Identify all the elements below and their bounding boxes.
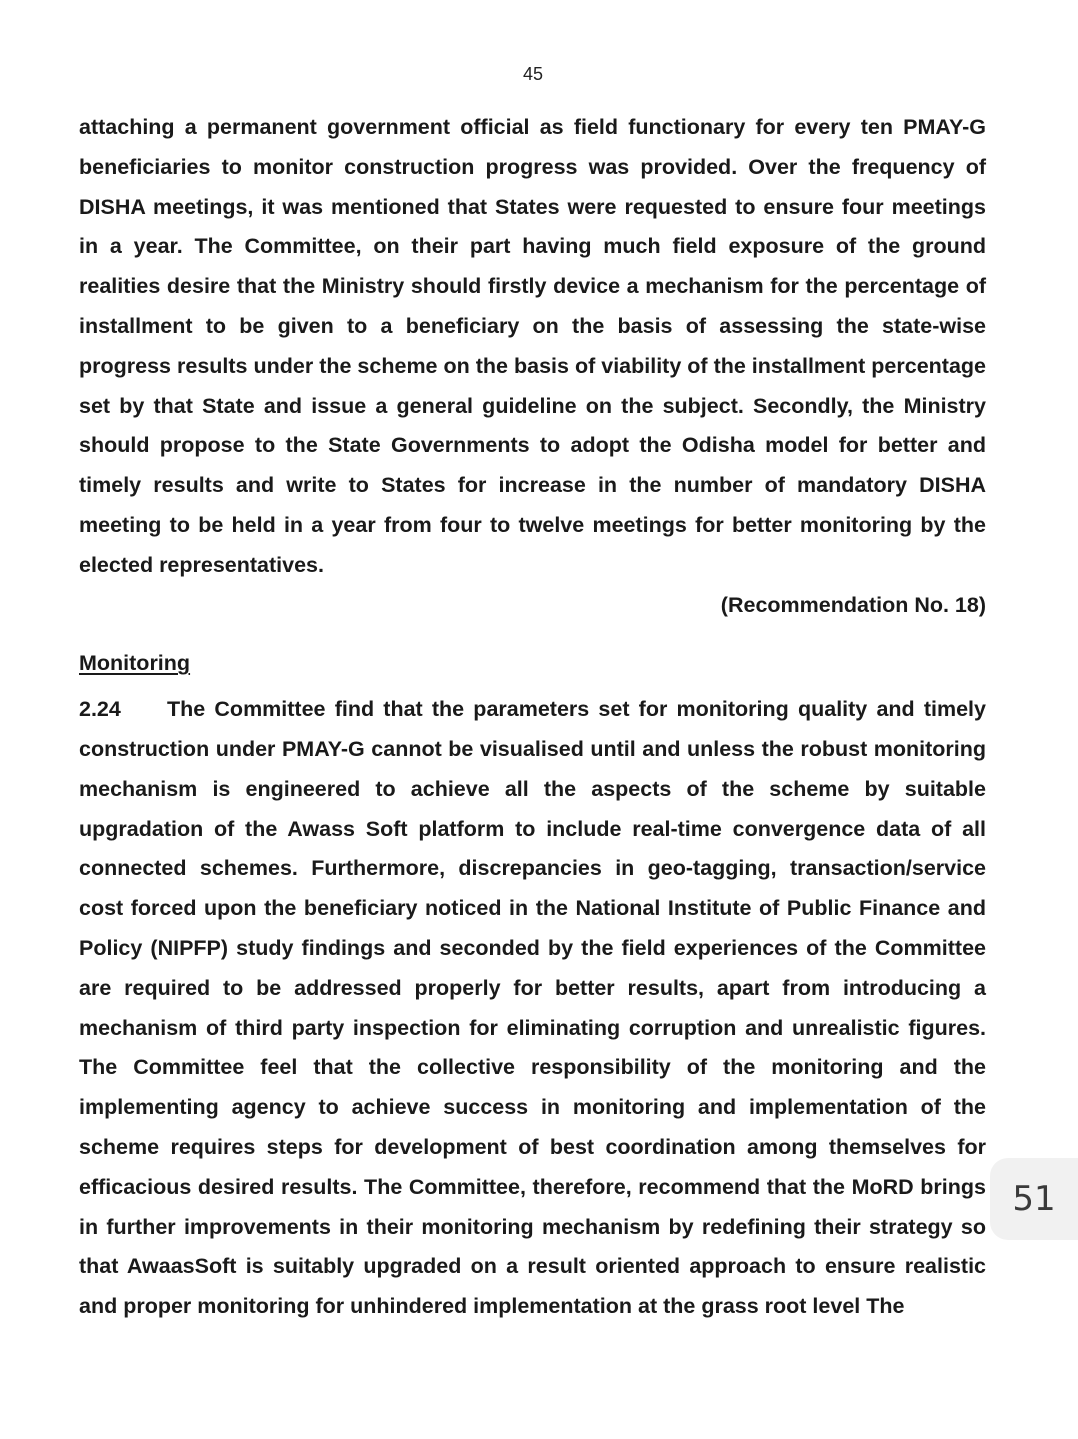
- paragraph-2-24: [79, 690, 986, 1327]
- page-number: 45: [522, 64, 544, 84]
- document-body: [79, 108, 986, 1327]
- recommendation-reference: (Recommendation No. 18): [720, 592, 986, 617]
- paragraph-text: The Committee find that the parameters set for monitoring quality and timely construction under PMAY-G cannot be visualised until and unless the robust monitoring mechanism is engineered to achieve all the aspects of the scheme by suitable upgradation of the Awass Soft platform to include real-time convergence data of all connected schemes. Furthermore, discrepancies in geo-tagging, transaction/service cost forced upon the beneficiary noticed in the National Institute of Public Finance and Policy (NIPFP) study findings and seconded by the field experiences of the Committee are required to be addressed properly for better results, apart from introducing a mechanism of third party inspection for eliminating corruption and unrealistic figures. The Committee feel that the collective responsibility of the monitoring and the implementing agency to achieve success in monitoring and implementation of the scheme requires steps for development of best coordination among themselves for efficacious desired results. The Committee, therefore, recommend that the MoRD brings in further improvements in their monitoring mechanism by redefining their strategy so that AwaasSoft is suitably upgraded on a result oriented approach to ensure realistic and proper monitoring for unhindered implementation at the grass root level The: [79, 697, 986, 1319]
- paragraph-number: 2.24: [79, 697, 121, 722]
- section-heading: Monitoring: [79, 651, 191, 676]
- paragraph-continued: attaching a permanent government official as field functionary for every ten PMAY-G beneficiaries to monitor construction progress was provided. Over the frequency of DISHA meetings, it was mentioned that States were requested to ensure four meetings in a year. The Committee, on their part having much field exposure of the ground realities desire that the Ministry should firstly device a mechanism for the percentage of installment to be given to a beneficiary on the basis of assessing the state-wise progress results under the scheme on the basis of viability of the installment percentage set by that State and issue a general guideline on the subject. Secondly, the Ministry should propose to the State Governments to adopt the Odisha model for better and timely results and write to States for increase in the number of mandatory DISHA meeting to be held in a year from four to twelve meetings for better monitoring by the elected representatives.: [79, 115, 986, 577]
- viewer-page-indicator[interactable]: 51: [990, 1158, 1078, 1240]
